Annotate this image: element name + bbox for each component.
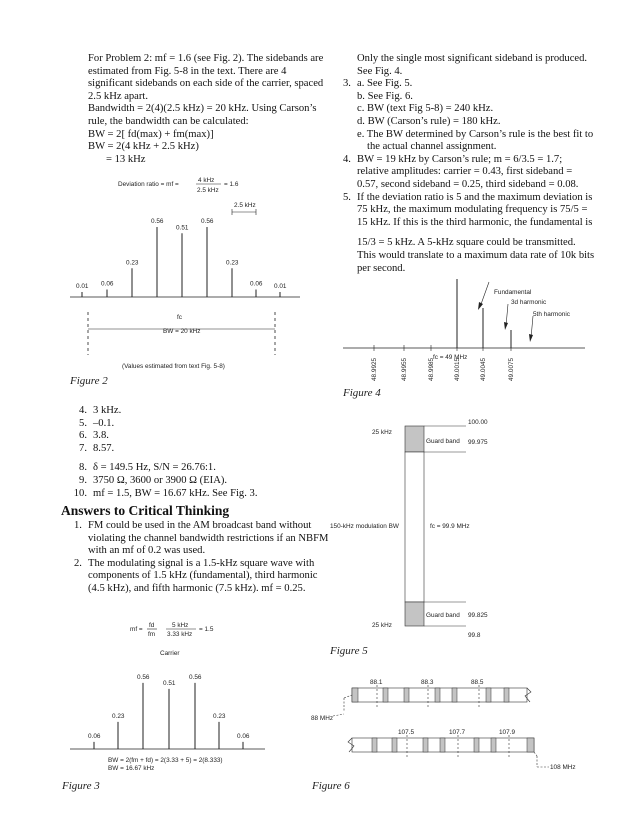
fig5-guard-top-label: Guard band <box>426 438 460 445</box>
fig3-num: 5 kHz <box>172 622 189 629</box>
left-answer-list <box>63 405 257 500</box>
fig6-108mhz: 108 MHz <box>550 764 576 771</box>
fig3-caption: Figure 3 <box>62 780 100 792</box>
fig5-25khz-bot: 25 kHz <box>372 622 392 629</box>
figure-3 <box>60 610 330 780</box>
fig5-mod-bw: 150-kHz modulation BW <box>330 523 399 530</box>
fig4-third: 3d harmonic <box>511 299 547 306</box>
list-item: 5. –0.1. <box>79 417 115 429</box>
fig4-tick-label: 49.0045 <box>480 357 487 381</box>
figure-5 <box>325 415 540 640</box>
fig2-bar-label: 0.23 <box>226 259 239 267</box>
fig3-den: 3.33 kHz <box>167 631 193 638</box>
left-top-paragraph: For Problem 2: mf = 1.6 (see Fig. 2). The sidebands are estimated from Fig. 5-8 in the text. There are 4 significant sidebands on each side of the carrier, spaced 2.5 kHz apart. Bandwidth = 2(4)(2.5 kHz) = 20 kHz. Using Carson’s rule, the bandwidth can be calculated: BW = 2[ fd(max) + fm(max)] BW = 2(4 kHz + 2.5 kHz) = 13 kHz <box>88 53 324 165</box>
list-item: 9. 3750 Ω, 3600 or 3900 Ω (EIA). <box>79 474 228 486</box>
fig2-bar-label: 0.01 <box>274 283 287 290</box>
fig3-bw1: BW = 2(fm + fd) = 2(3.33 + 5) = 2(8.333) <box>108 757 223 764</box>
fig2-bw-label: BW = 20 kHz <box>163 328 201 335</box>
fig4-tick-label: 49.0075 <box>508 357 515 381</box>
list-item: 6. 3.8. <box>79 430 109 442</box>
fig4-tick-label: 49.0015 <box>454 357 461 381</box>
fig4-caption: Figure 4 <box>343 387 381 399</box>
fig2-caption: Figure 2 <box>70 375 108 387</box>
fig5-fc: fc = 99.9 MHz <box>430 523 470 530</box>
fig6-bot-2: 107.7 <box>449 729 465 736</box>
fig2-note: (Values estimated from text Fig. 5-8) <box>122 363 225 370</box>
fig2-bar-label: 0.06 <box>250 280 263 288</box>
fig6-bot-3: 107.9 <box>499 729 515 736</box>
fig2-ratio-den: 2.5 kHz <box>197 187 219 194</box>
fig6-88mhz: 88 MHz <box>311 715 334 722</box>
fig5-v99975: 99.975 <box>468 439 488 446</box>
fig6-bottom-band <box>348 735 534 758</box>
fig3-bar-label: 0.23 <box>213 712 226 720</box>
fig2-bar-label: 0.01 <box>76 283 89 290</box>
fig3-bar-label: 0.56 <box>189 673 202 681</box>
fig2-fc-label: fc <box>177 314 182 321</box>
fig2-bar-label: 0.56 <box>151 218 164 225</box>
fig4-fundamental: Fundamental <box>494 289 532 296</box>
fig3-bw2: BW = 16.67 kHz <box>108 765 155 772</box>
right-top-list: Only the single most significant sideband is produced. See Fig. 4. 3. a. See Fig. 5. b. See Fig. 6. c. BW (text Fig 5-8) = 240 kHz. d. BW (Carson’s rule) = 180 kHz. e. The BW determined by Carson’s rule is the best fit to the actual channel assignment. 4. BW = 19 kHz by Carson’s rule; m = 6/3.5 = 1.7; relative amplitudes: carrier = 0.43, first sideband = 0.57, second sideband = 0.25, third sideband = 0.08. 5. If the deviation ratio is 5 and the maximum deviation is 75 kHz, the maximum modulating frequency is 75/5 = 15 kHz. If this is the third harmonic, the fundamental is 15/3 = 5 kHz. A 5-kHz square could be transmitted. This would translate to a maximum data rate of 10k bits per second. <box>343 53 595 274</box>
fig6-caption: Figure 6 <box>312 780 350 792</box>
fig3-carrier: Carrier <box>160 650 180 657</box>
fig2-ratio-val: = 1.6 <box>224 181 239 188</box>
fig5-25khz-top: 25 kHz <box>372 429 392 436</box>
fig6-bot-1: 107.5 <box>398 729 414 736</box>
fig3-mf: mf = <box>130 626 143 633</box>
fig2-ratio-num: 4 kHz <box>198 177 215 184</box>
fig2-bar-label: 0.23 <box>126 259 139 267</box>
fig4-fc: fc = 49 MHz <box>433 354 468 361</box>
fig5-v99825: 99.825 <box>468 612 488 619</box>
list-item: 8. δ = 149.5 Hz, S/N = 26.76:1. <box>79 462 216 474</box>
fig2-bar-label: 0.06 <box>101 280 114 288</box>
figure-4 <box>338 270 588 385</box>
fig6-top-2: 88.3 <box>421 679 434 686</box>
fig2-bar-label: 0.56 <box>201 218 214 225</box>
fig2-spacing-label: 2.5 kHz <box>234 202 256 209</box>
fig3-bar-label: 0.06 <box>237 732 250 740</box>
list-item: 10. mf = 1.5, BW = 16.67 kHz. See Fig. 3. <box>73 487 258 499</box>
critical-thinking-list: 1. FM could be used in the AM broadcast band without violating the channel bandwidth restrictions if an NBFM with an mf of 0.2 was used. 2. The modulating signal is a 1.5-kHz square wave with components of 1.5 kHz (fundamental), third harmonic (4.5 kHz), and fifth harmonic (7.5 kHz). mf = 0.25. <box>74 520 329 594</box>
svg-text:fm: fm <box>148 631 156 638</box>
fig2-ratio-label: Deviation ratio = mf = <box>118 181 179 188</box>
fig3-bar-label: 0.06 <box>88 732 101 740</box>
fig3-bar-label: 0.51 <box>163 679 176 687</box>
fig5-caption: Figure 5 <box>330 645 368 657</box>
fig3-val: = 1.5 <box>199 626 214 633</box>
fig4-fifth: 5th harmonic <box>533 311 570 318</box>
fig5-guard-top <box>405 426 424 452</box>
list-item: 4. 3 kHz. <box>79 405 122 416</box>
fig5-channel <box>405 452 424 602</box>
fig6-top-1: 88.1 <box>370 679 383 686</box>
fig4-tick-label: 48.9925 <box>371 357 378 381</box>
fig3-bar-label: 0.23 <box>112 712 125 720</box>
fig2-bar-label: 0.51 <box>176 224 189 232</box>
list-item: 7. 8.57. <box>79 442 115 454</box>
fig5-v998: 99.8 <box>468 632 481 639</box>
fig4-tick-label: 48.9955 <box>401 357 408 381</box>
section-heading: Answers to Critical Thinking <box>61 503 230 518</box>
fig5-guard-bottom-label: Guard band <box>426 612 460 619</box>
fig5-v100: 100.00 <box>468 419 488 426</box>
figure-6 <box>305 670 590 780</box>
svg-text:fd: fd <box>149 622 155 629</box>
fig5-guard-bottom <box>405 602 424 626</box>
fig4-tick-label: 48.9985 <box>428 357 435 381</box>
figure-2 <box>60 165 330 375</box>
fig6-top-band <box>352 685 531 708</box>
fig3-bar-label: 0.56 <box>137 673 150 681</box>
fig6-top-3: 88.5 <box>471 679 484 686</box>
